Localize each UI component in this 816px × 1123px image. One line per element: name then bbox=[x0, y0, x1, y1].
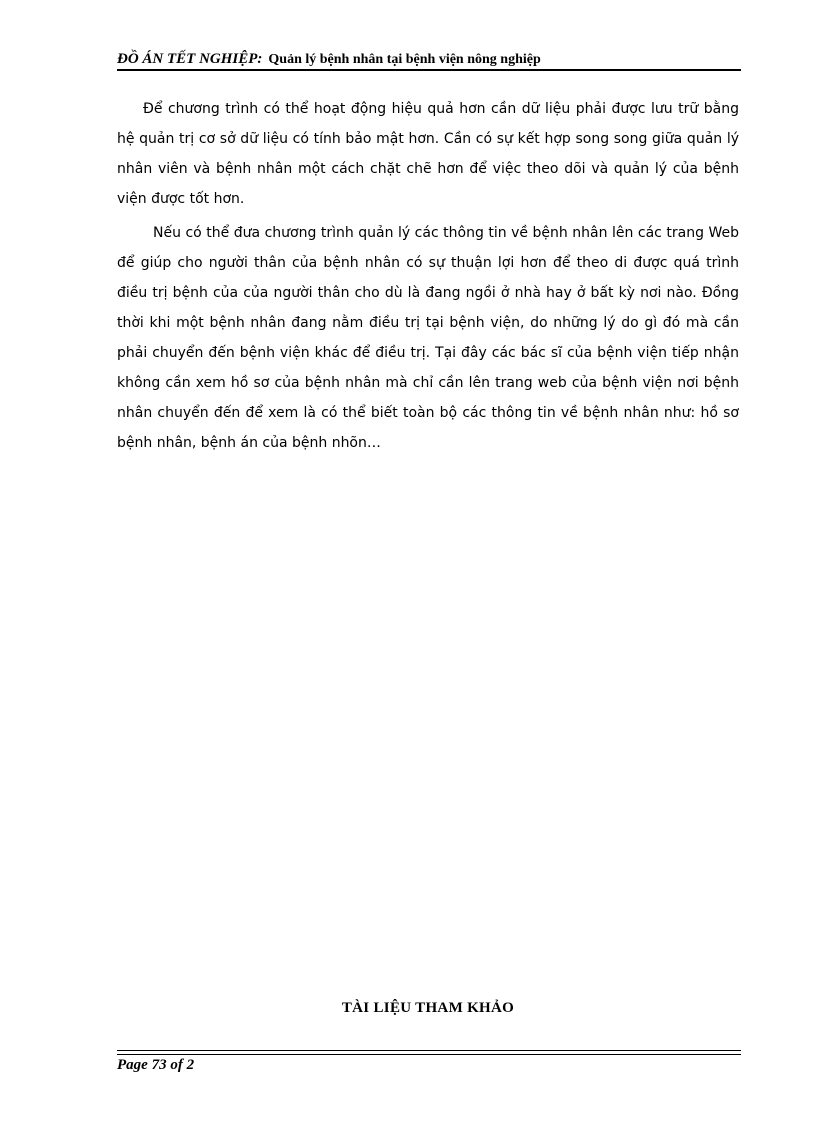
paragraph-2: Nếu có thể đưa chương trình quản lý các thông tin về bệnh nhân lên các trang Web để giúp cho người thân của bệnh nhân có sự thuận lợi hơn để theo di được quá trình điều trị bệnh của của người thân cho dù là đang ngồi ở nhà hay ở bất kỳ nơi nào. Đồng thời khi một bệnh nhân đang nằm điều trị tại bệnh viện, do những lý do gì đó mà cần phải chuyển đến bệnh viện khác để điều trị. Tại đây các bác sĩ của bệnh viện tiếp nhận không cần xem hồ sơ của bệnh nhân mà chỉ cần lên trang web của bệnh viện nơi bệnh nhân chuyển đến để xem là có thể biết toàn bộ các thông tin về bệnh nhân như: hồ sơ bệnh nhân, bệnh án của bệnh nhõn… bbox=[117, 225, 739, 451]
footer-divider-top bbox=[117, 1050, 741, 1051]
header-title: Quản lý bệnh nhân tại bệnh viện nông nghiệp bbox=[268, 52, 541, 67]
references-heading: TÀI LIỆU THAM KHẢO bbox=[341, 1000, 515, 1016]
page-header bbox=[117, 50, 741, 70]
page-number: Page 73 of 2 bbox=[117, 1057, 195, 1073]
footer-divider-bottom bbox=[117, 1054, 741, 1055]
paragraph-1: Để chương trình có thể hoạt động hiệu quả hơn cần dữ liệu phải được lưu trữ bằng hệ quản trị cơ sở dữ liệu có tính bảo mật hơn. Cần có sự kết hợp song song giữa quản lý nhân viên và bệnh nhân một cách chặt chẽ hơn để việc theo dõi và quản lý của bệnh viện được tốt hơn. bbox=[117, 101, 739, 207]
header-label: ĐỒ ÁN TẾT NGHIỆP: bbox=[117, 51, 263, 67]
header-divider bbox=[117, 69, 741, 71]
body-text bbox=[117, 94, 739, 462]
